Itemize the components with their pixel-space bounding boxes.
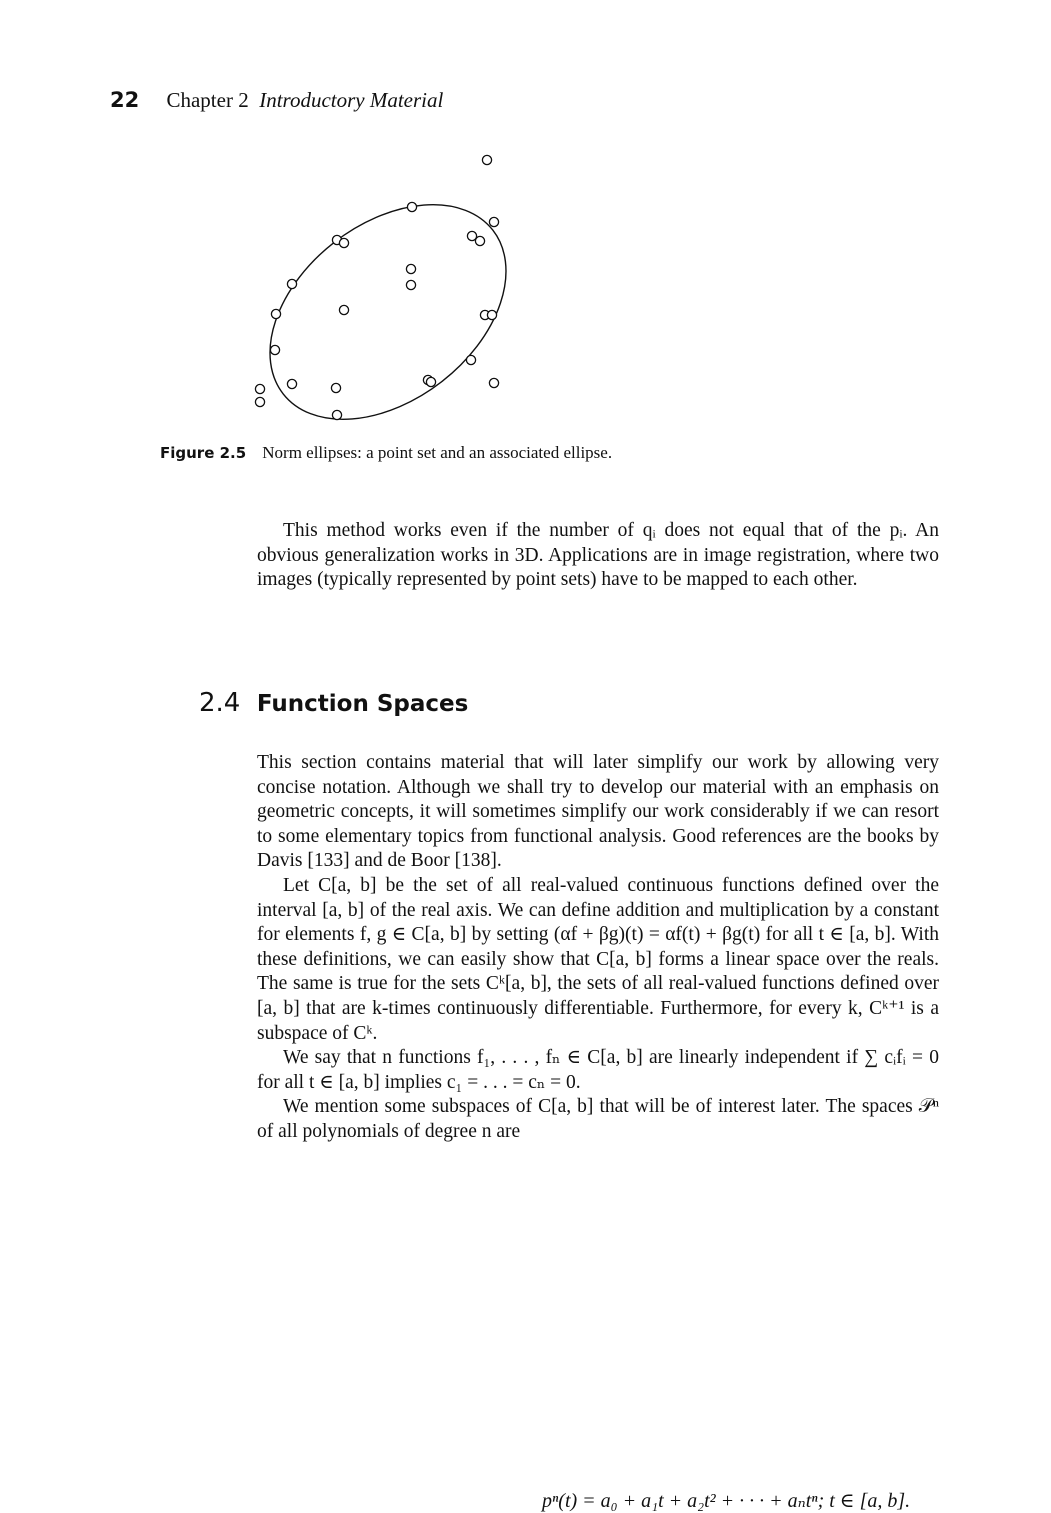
point bbox=[255, 384, 264, 393]
polynomial-equation: pⁿ(t) = a₀ + a₁t + a₂t² + · · · + aₙtⁿ; t ∈ [a, b]. bbox=[542, 1490, 911, 1512]
caption-label: Figure 2.5 bbox=[160, 444, 247, 462]
point bbox=[407, 202, 416, 211]
point bbox=[426, 377, 435, 386]
section-heading bbox=[199, 688, 468, 718]
text-block-section bbox=[257, 751, 939, 1145]
text-block-intro bbox=[257, 519, 939, 593]
figure-caption bbox=[160, 443, 612, 463]
point bbox=[406, 280, 415, 289]
paragraph: Let C[a, b] be the set of all real-valued continuous functions defined over the interval [a, b] of the real axis. We can define addition and multiplication by a constant for elements f, g ∈ C[a, b] by setting (αf + βg)(t) = αf(t) + βg(t) for all t ∈ [a, b]. With these definitions, we can easily show that C[a, b] forms a linear space over the reals. The same is true for the sets Cᵏ[a, b], the sets of all real-valued functions defined over [a, b] that are k-times continuously differentiable. Furthermore, for every k, Cᵏ⁺¹ is a subspace of Cᵏ. bbox=[257, 874, 939, 1044]
point bbox=[271, 309, 280, 318]
point bbox=[287, 279, 296, 288]
norm-ellipse bbox=[229, 161, 547, 440]
point bbox=[487, 310, 496, 319]
norm-ellipse-figure bbox=[0, 0, 1051, 440]
chapter-title: Introductory Material bbox=[259, 88, 444, 112]
paragraph: This method works even if the number of qᵢ does not equal that of the pᵢ. An obvious generalization works in 3D. Applications are in image registration, where two images (typically represented by point sets) have to be mapped to each other. bbox=[257, 520, 939, 591]
point bbox=[287, 379, 296, 388]
chapter-label: Chapter 2 bbox=[166, 88, 249, 112]
point bbox=[332, 410, 341, 419]
point bbox=[489, 378, 498, 387]
section-title: Function Spaces bbox=[256, 691, 469, 717]
paragraph: This section contains material that will later simplify our work by allowing very concise notation. Although we shall try to develop our material with an emphasis on geometric concepts, it will sometimes simplify our work considerably if we can resort to some elementary topics from functional analysis. Good references are the books by Davis [133] and de Boor [138]. bbox=[257, 752, 939, 872]
paragraph: We say that n functions f₁, . . . , fₙ ∈ C[a, b] are linearly independent if ∑ cᵢfᵢ = 0 for all t ∈ [a, b] implies c₁ = . . . = cₙ = 0. bbox=[257, 1047, 939, 1093]
section-number: 2.4 bbox=[199, 688, 241, 718]
point bbox=[406, 264, 415, 273]
point bbox=[255, 397, 264, 406]
point bbox=[270, 345, 279, 354]
paragraph: We mention some subspaces of C[a, b] that will be of interest later. The spaces 𝒫ⁿ of all polynomials of degree n are bbox=[257, 1096, 939, 1142]
point bbox=[339, 238, 348, 247]
point bbox=[466, 355, 475, 364]
point bbox=[475, 236, 484, 245]
point bbox=[489, 217, 498, 226]
page-number: 22 bbox=[110, 88, 140, 112]
point bbox=[482, 155, 491, 164]
caption-text: Norm ellipses: a point set and an associated ellipse. bbox=[262, 443, 613, 462]
point bbox=[339, 305, 348, 314]
point bbox=[331, 383, 340, 392]
